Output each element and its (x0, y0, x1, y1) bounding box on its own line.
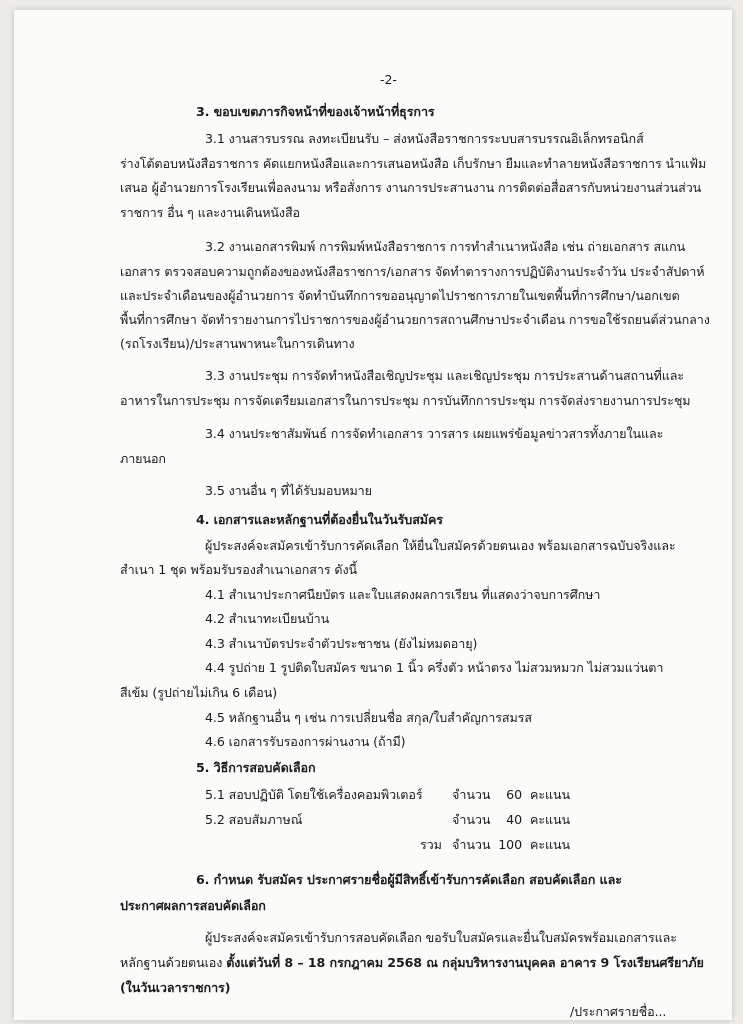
para-3-4-line-1: 3.4 งานประชาสัมพันธ์ การจัดทำเอกสาร วารสาร เผยแพร่ข้อมูลข่าวสารทั้งภายในและ (205, 426, 664, 441)
section-6-para-line-2 (120, 955, 704, 971)
doc-item-4-3: 4.3 สำเนาบัตรประจำตัวประชาชน (ยังไม่หมดอายุ) (205, 636, 478, 651)
para-3-1-line-1: 3.1 งานสารบรรณ ลงทะเบียนรับ – ส่งหนังสือราชการระบบสารบรรณอิเล็กทรอนิกส์ (205, 131, 644, 146)
exam-row-label: 5.2 สอบสัมภาษณ์ (205, 812, 303, 827)
section-6-para-line-1: ผู้ประสงค์จะสมัครเข้ารับการสอบคัดเลือก ขอรับใบสมัครและยื่นใบสมัครพร้อมเอกสารและ (205, 930, 677, 945)
exam-row-unit: จำนวน (452, 812, 491, 827)
section-4-heading: 4. เอกสารและหลักฐานที่ต้องยื่นในวันรับสมัคร (196, 512, 443, 527)
continuation-note: /ประกาศรายชื่อ... (570, 1004, 667, 1019)
para-3-1-line-2: ร่างโต้ตอบหนังสือราชการ คัดแยกหนังสือและการเสนอหนังสือ เก็บรักษา ยืมและทำลายหนังสือราชการ นำแฟ้ม (120, 156, 707, 171)
exam-row-unit: จำนวน (452, 787, 491, 802)
para-3-1-line-4: ราชการ อื่น ๆ และงานเดินหนังสือ (120, 205, 301, 220)
para-3-3-line-2: อาหารในการประชุม การจัดเตรียมเอกสารในการประชุม การบันทึกการประชุม การจัดส่งรายงานการประชุม (120, 393, 691, 408)
page-number: -2- (380, 72, 397, 87)
exam-row-score: 60 (506, 787, 522, 802)
application-period: ตั้งแต่วันที่ 8 – 18 กรกฎาคม 2568 ณ กลุ่มบริหารงานบุคคล อาคาร 9 โรงเรียนศรียาภัย (226, 955, 704, 970)
section-3-heading: 3. ขอบเขตภารกิจหน้าที่ของเจ้าหน้าที่ธุรการ (196, 104, 435, 119)
doc-item-4-4-line-1: 4.4 รูปถ่าย 1 รูปติดใบสมัคร ขนาด 1 นิ้ว ครึ่งตัว หน้าตรง ไม่สวมหมวก ไม่สวมแว่นตา (205, 660, 664, 675)
exam-row-points: คะแนน (530, 812, 571, 827)
exam-row-points: คะแนน (530, 787, 571, 802)
exam-total-score: 100 (498, 837, 522, 852)
section-6-para-line-3: (ในวันเวลาราชการ) (120, 980, 231, 995)
exam-total-unit: จำนวน (452, 837, 491, 852)
doc-item-4-1: 4.1 สำเนาประกาศนียบัตร และใบแสดงผลการเรียน ที่แสดงว่าจบการศึกษา (205, 587, 601, 602)
section-6-heading-line-2: ประกาศผลการสอบคัดเลือก (120, 898, 266, 913)
doc-item-4-2: 4.2 สำเนาทะเบียนบ้าน (205, 611, 330, 626)
exam-total-points: คะแนน (530, 837, 571, 852)
para-3-1-line-3: เสนอ ผู้อำนวยการโรงเรียนเพื่อลงนาม หรือสั่งการ งานการประสานงาน การติดต่อสื่อสารกับหน่วยงานส่วนส่วน (120, 180, 702, 195)
section-6-para-text: หลักฐานด้วยตนเอง (120, 955, 227, 970)
para-3-2-line-1: 3.2 งานเอกสารพิมพ์ การพิมพ์หนังสือราชการ การทำสำเนาหนังสือ เช่น ถ่ายเอกสาร สแกน (205, 239, 686, 254)
exam-row-score: 40 (506, 812, 522, 827)
exam-total-label: รวม (420, 837, 442, 852)
para-3-2-line-4: พื้นที่การศึกษา จัดทำรายงานการไปราชการของผู้อำนวยการสถานศึกษาประจำเดือน การขอใช้รถยนต์ส่วนกลาง (120, 312, 710, 327)
para-3-4-line-2: ภายนอก (120, 451, 166, 466)
section-5-heading: 5. วิธีการสอบคัดเลือก (196, 760, 316, 775)
doc-item-4-6: 4.6 เอกสารรับรองการผ่านงาน (ถ้ามี) (205, 734, 406, 749)
exam-row-label: 5.1 สอบปฏิบัติ โดยใช้เครื่องคอมพิวเตอร์ (205, 787, 423, 802)
para-3-3-line-1: 3.3 งานประชุม การจัดทำหนังสือเชิญประชุม และเชิญประชุม การประสานด้านสถานที่และ (205, 368, 685, 383)
section-4-intro-line-1: ผู้ประสงค์จะสมัครเข้ารับการคัดเลือก ให้ยื่นใบสมัครด้วยตนเอง พร้อมเอกสารฉบับจริงและ (205, 538, 676, 553)
para-3-2-line-2: เอกสาร ตรวจสอบความถูกต้องของหนังสือราชการ/เอกสาร จัดทำตารางการปฏิบัติงานประจำวัน ประจำสัปดาห์ (120, 264, 705, 279)
para-3-2-line-3: และประจำเดือนของผู้อำนวยการ จัดทำบันทึกการขออนุญาตไปราชการภายในเขตพื้นที่การศึกษา/นอกเขต (120, 288, 680, 303)
para-3-2-line-5: (รถโรงเรียน)/ประสานพาหนะในการเดินทาง (120, 336, 355, 351)
section-4-intro-line-2: สำเนา 1 ชุด พร้อมรับรองสำเนาเอกสาร ดังนี้ (120, 562, 358, 577)
para-3-5: 3.5 งานอื่น ๆ ที่ได้รับมอบหมาย (205, 483, 372, 498)
section-6-heading-line-1: 6. กำหนด รับสมัคร ประกาศรายชื่อผู้มีสิทธิ์เข้ารับการคัดเลือก สอบคัดเลือก และ (196, 872, 622, 887)
doc-item-4-5: 4.5 หลักฐานอื่น ๆ เช่น การเปลี่ยนชื่อ สกุล/ใบสำคัญการสมรส (205, 710, 532, 725)
doc-item-4-4-line-2: สีเข้ม (รูปถ่ายไม่เกิน 6 เดือน) (120, 685, 278, 700)
